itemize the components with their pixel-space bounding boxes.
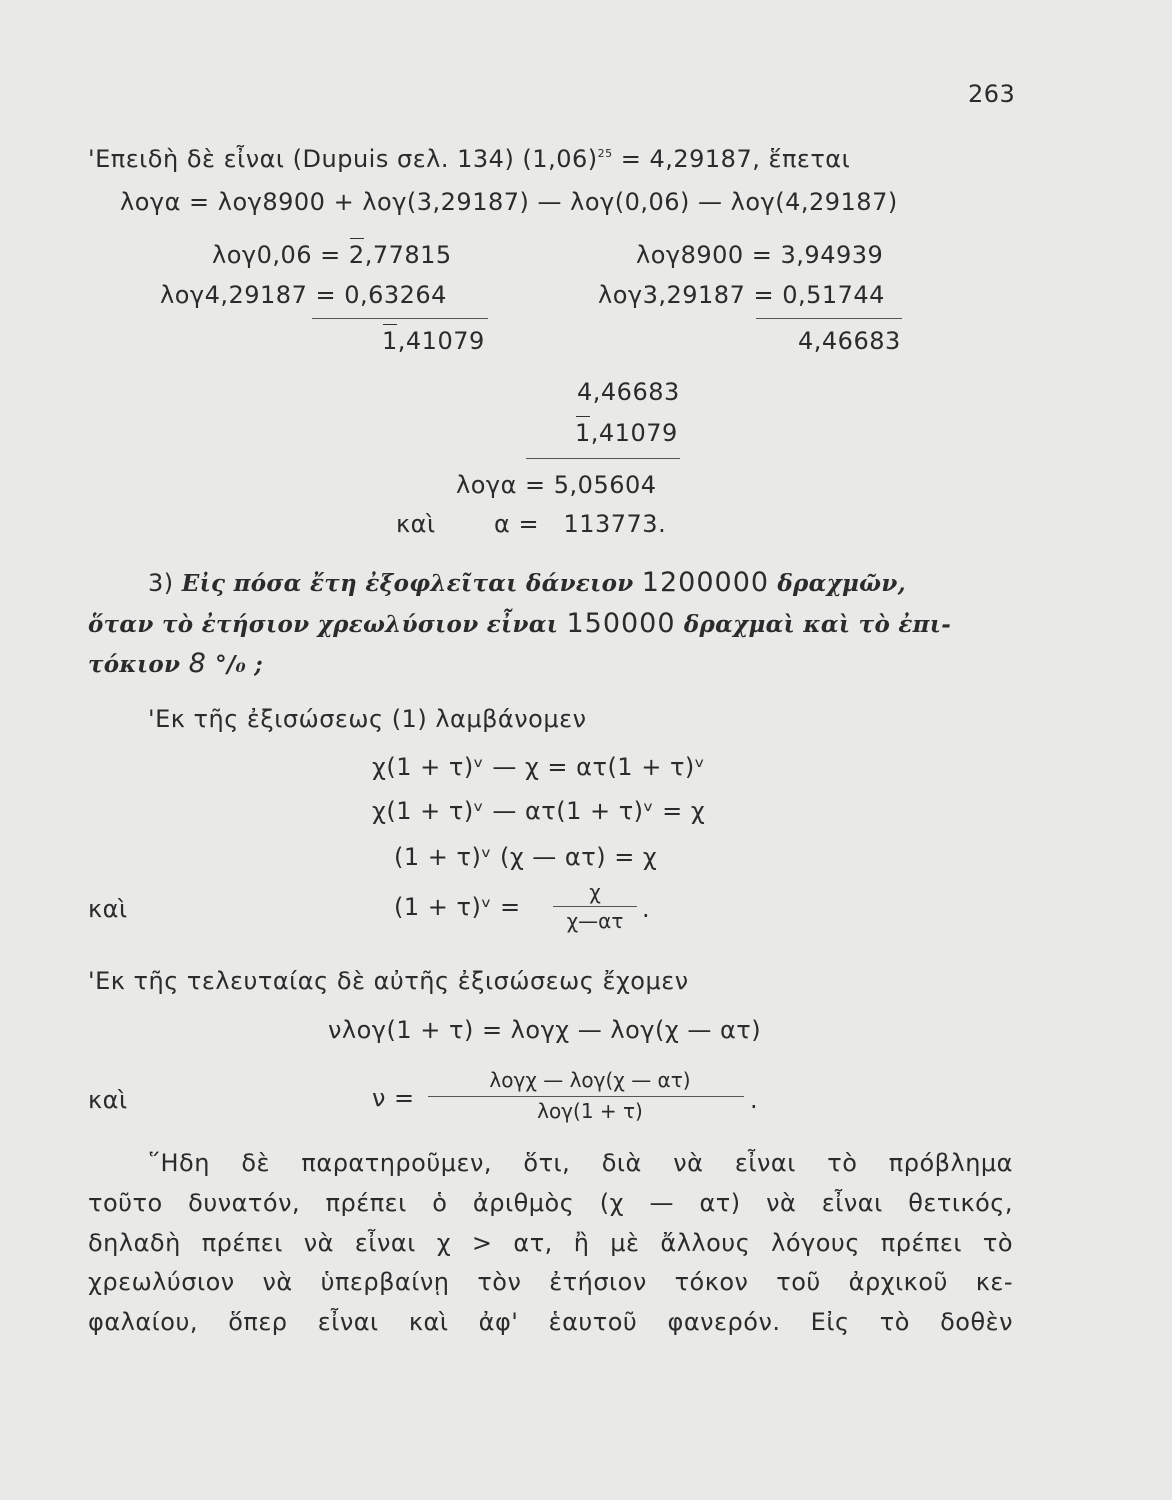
paragraph-line-3: δηλαδὴ πρέπει νὰ εἶναι χ > ατ, ἢ μὲ ἄλλους λόγους πρέπει τὸ [88,1229,1013,1257]
log-equation: λογα = λογ8900 + λογ(3,29187) — λογ(0,06) — λογ(4,29187) [120,188,898,216]
problem3-line2-a: ὅταν τὸ ἐτήσιον χρεωλύσιον εἶναι [88,611,567,638]
equation-4-denominator: χ—ατ [566,909,624,933]
equation-4-end: . [642,895,651,923]
intro-text-before: 'Επειδὴ δὲ εἶναι (Dupuis σελ. 134) (1,06) [88,145,598,173]
problem3-line1 [148,567,906,598]
equation-3: (1 + τ)ᵛ (χ — ατ) = χ [394,843,658,871]
center-line1: 4,46683 [577,378,680,406]
left-sum-result-rest: ,41079 [397,327,485,355]
problem3-line2-b: δραχμαὶ καὶ τὸ ἐπι- [675,611,952,638]
center-line2-bar-digit: 1 [575,419,591,447]
center-line2-rest: ,41079 [590,419,678,447]
equation-5: νλογ(1 + τ) = λογχ — λογ(χ — ατ) [328,1016,762,1044]
page-number: 263 [968,80,1016,108]
problem3-number: 3) [148,569,182,597]
left-sum-rule [312,318,488,319]
solution-intro: 'Εκ τῆς ἐξισώσεως (1) λαμβάνομεν [148,705,587,733]
right-sum-line2: λογ3,29187 = 0,51744 [598,281,885,309]
solution-intro-2: 'Εκ τῆς τελευταίας δὲ αὐτῆς ἐξισώσεως ἔχομεν [88,967,689,995]
kai-label-1: καὶ [88,895,128,923]
equation-4-numerator: χ [589,880,601,904]
problem3-line3-a: τόκιον [88,651,189,678]
right-sum-line1: λογ8900 = 3,94939 [636,241,884,269]
paragraph-line-2: τοῦτο δυνατόν, πρέπει ὁ ἀριθμὸς (χ — ατ) νὰ εἶναι θετικός, [88,1189,1013,1217]
left-sum-result-bar-digit: 1 [382,327,398,355]
equation-6-left: ν = [372,1084,415,1112]
equation-6-numerator: λογχ — λογ(χ — ατ) [489,1068,691,1092]
problem3-line2-num: 150000 [566,608,676,639]
equation-6-end: . [750,1086,759,1114]
equation-4-left: (1 + τ)ᵛ = [394,893,521,921]
equation-1: χ(1 + τ)ᵛ — χ = ατ(1 + τ)ᵛ [372,753,706,781]
intro-text-after: = 4,29187, ἕπεται [612,145,851,173]
problem3-line1-b: δραχμῶν, [769,570,906,597]
center-final-value: α = 113773. [494,510,667,538]
equation-6-denominator: λογ(1 + τ) [537,1099,643,1123]
right-sum-result: 4,46683 [798,327,901,355]
problem3-line3 [88,648,263,679]
problem3-line1-a: Εἰς πόσα ἔτη ἐξοφλεῖται δάνειον [181,570,642,597]
intro-line [88,145,850,173]
right-sum-rule [756,318,902,319]
left-sum-line1 [212,241,452,269]
left-sum-line1-rest: ,77815 [364,241,452,269]
left-sum-result [382,327,485,355]
left-sum-line2: λογ4,29187 = 0,63264 [160,281,447,309]
left-sum-line1-prefix: λογ0,06 = [212,241,349,269]
problem3-line2 [88,608,951,639]
center-result: λογα = 5,05604 [456,471,657,499]
problem3-line3-num: 8 [188,648,207,679]
center-line2 [575,419,678,447]
problem3-line1-num: 1200000 [641,567,770,598]
paragraph-line-1: ῞Ηδη δὲ παρατηροῦμεν, ὅτι, διὰ νὰ εἶναι τὸ πρόβλημα [148,1149,1013,1177]
paragraph-line-4: χρεωλύσιον νὰ ὑπερβαίνῃ τὸν ἐτήσιον τόκον τοῦ ἀρχικοῦ κε- [88,1268,1013,1296]
center-rule [526,458,680,459]
problem3-line3-b: °/₀ ; [206,651,264,678]
equation-2: χ(1 + τ)ᵛ — ατ(1 + τ)ᵛ = χ [372,797,706,825]
equation-6-fraction-bar [428,1096,744,1097]
equation-4-fraction-bar [553,906,637,907]
center-final-kai: καὶ [396,510,436,538]
left-sum-line1-bar-digit: 2 [348,241,365,269]
paragraph-line-5: φαλαίου, ὅπερ εἶναι καὶ ἀφ' ἑαυτοῦ φανερόν. Εἰς τὸ δοθὲν [88,1308,1013,1336]
kai-label-2: καὶ [88,1086,128,1114]
intro-exponent: 25 [597,147,613,160]
